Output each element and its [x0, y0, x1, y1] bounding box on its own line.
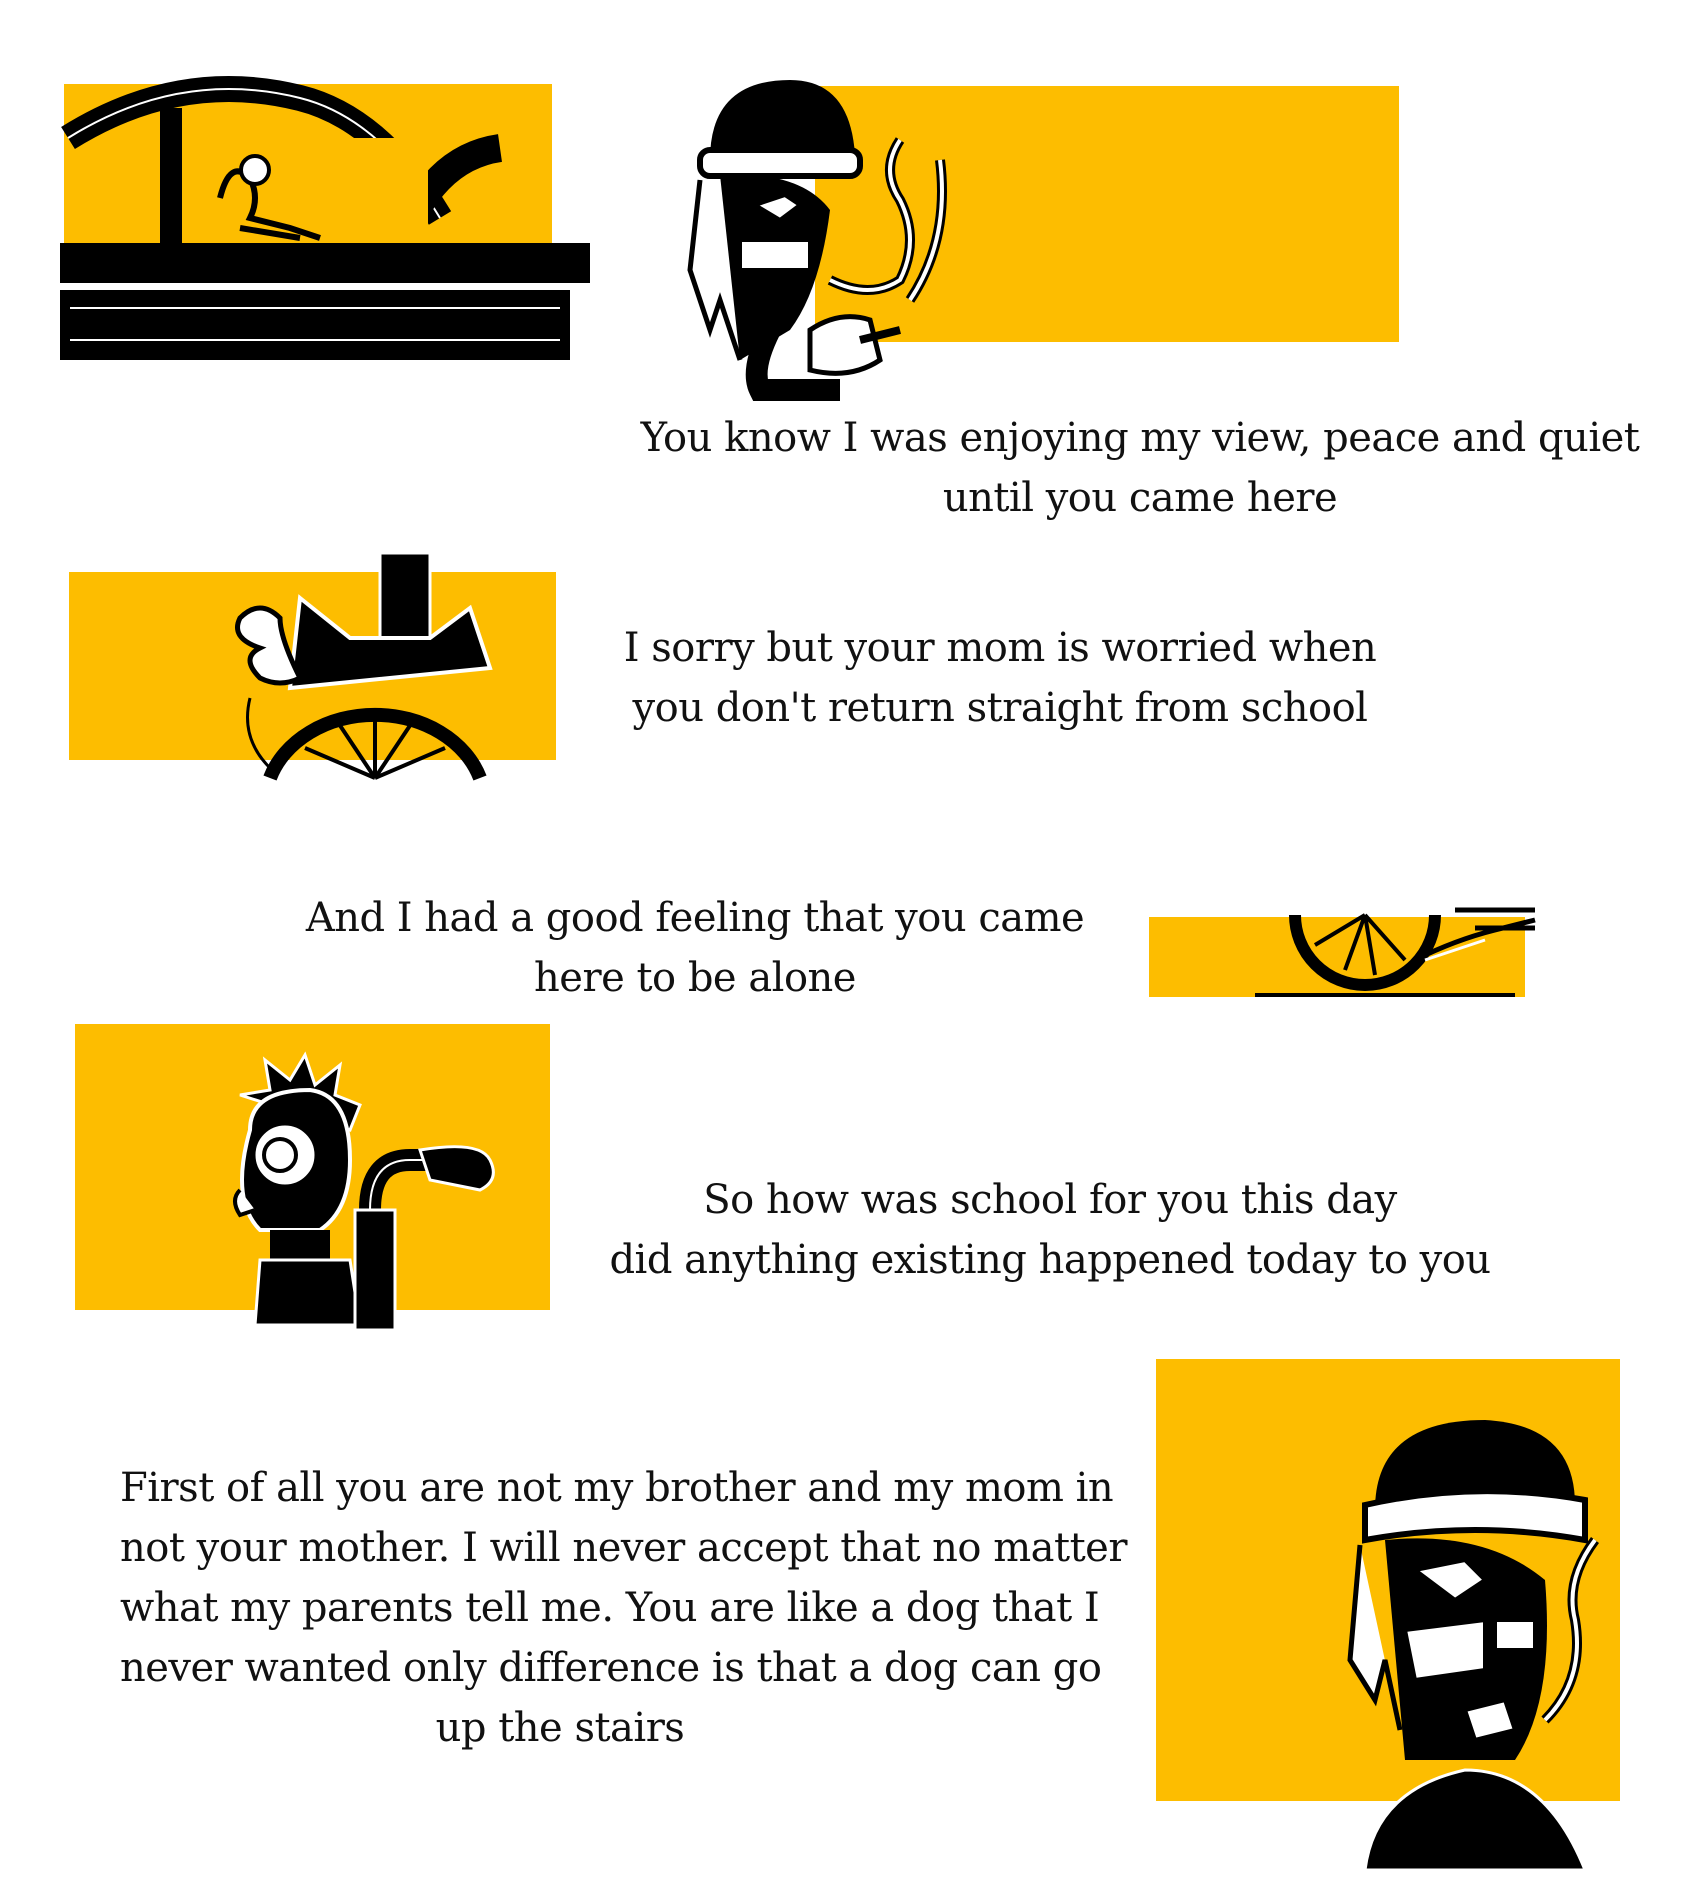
- caption-line: You know I was enjoying my view, peace and quiet: [640, 415, 1640, 461]
- wheelchair-icon: [230, 548, 500, 778]
- caption-line: you don't return straight from school: [632, 685, 1368, 731]
- bridge-arch-icon: [60, 78, 600, 368]
- caption-line: not your mother. I will never accept that no matter: [120, 1525, 1127, 1571]
- caption-not-my-brother: [120, 1458, 1127, 1758]
- caption-line: until you came here: [942, 475, 1338, 521]
- caption-view-peace: [630, 408, 1650, 528]
- caption-line: So how was school for you this day: [703, 1177, 1397, 1223]
- caption-line: And I had a good feeling that you came: [305, 895, 1085, 941]
- caption-line: First of all you are not my brother and my mom in: [120, 1465, 1114, 1511]
- caption-line: never wanted only difference is that a dog can go: [120, 1645, 1102, 1691]
- smoking-man-icon: [680, 70, 990, 400]
- caption-line: did anything existing happened today to you: [609, 1237, 1491, 1283]
- caption-how-was-school: [600, 1170, 1500, 1290]
- wheel-icon: [1255, 900, 1555, 1005]
- caption-line: what my parents tell me. You are like a dog that I: [120, 1585, 1100, 1631]
- caption-good-feeling: [270, 888, 1120, 1008]
- caption-line: up the stairs: [435, 1705, 685, 1751]
- caption-line: I sorry but your mom is worried when: [623, 625, 1377, 671]
- caption-line: here to be alone: [534, 955, 856, 1001]
- caption-mom-worried: [600, 618, 1400, 738]
- boy-profile-icon: [210, 1050, 520, 1330]
- man-closeup-icon: [1345, 1400, 1635, 1870]
